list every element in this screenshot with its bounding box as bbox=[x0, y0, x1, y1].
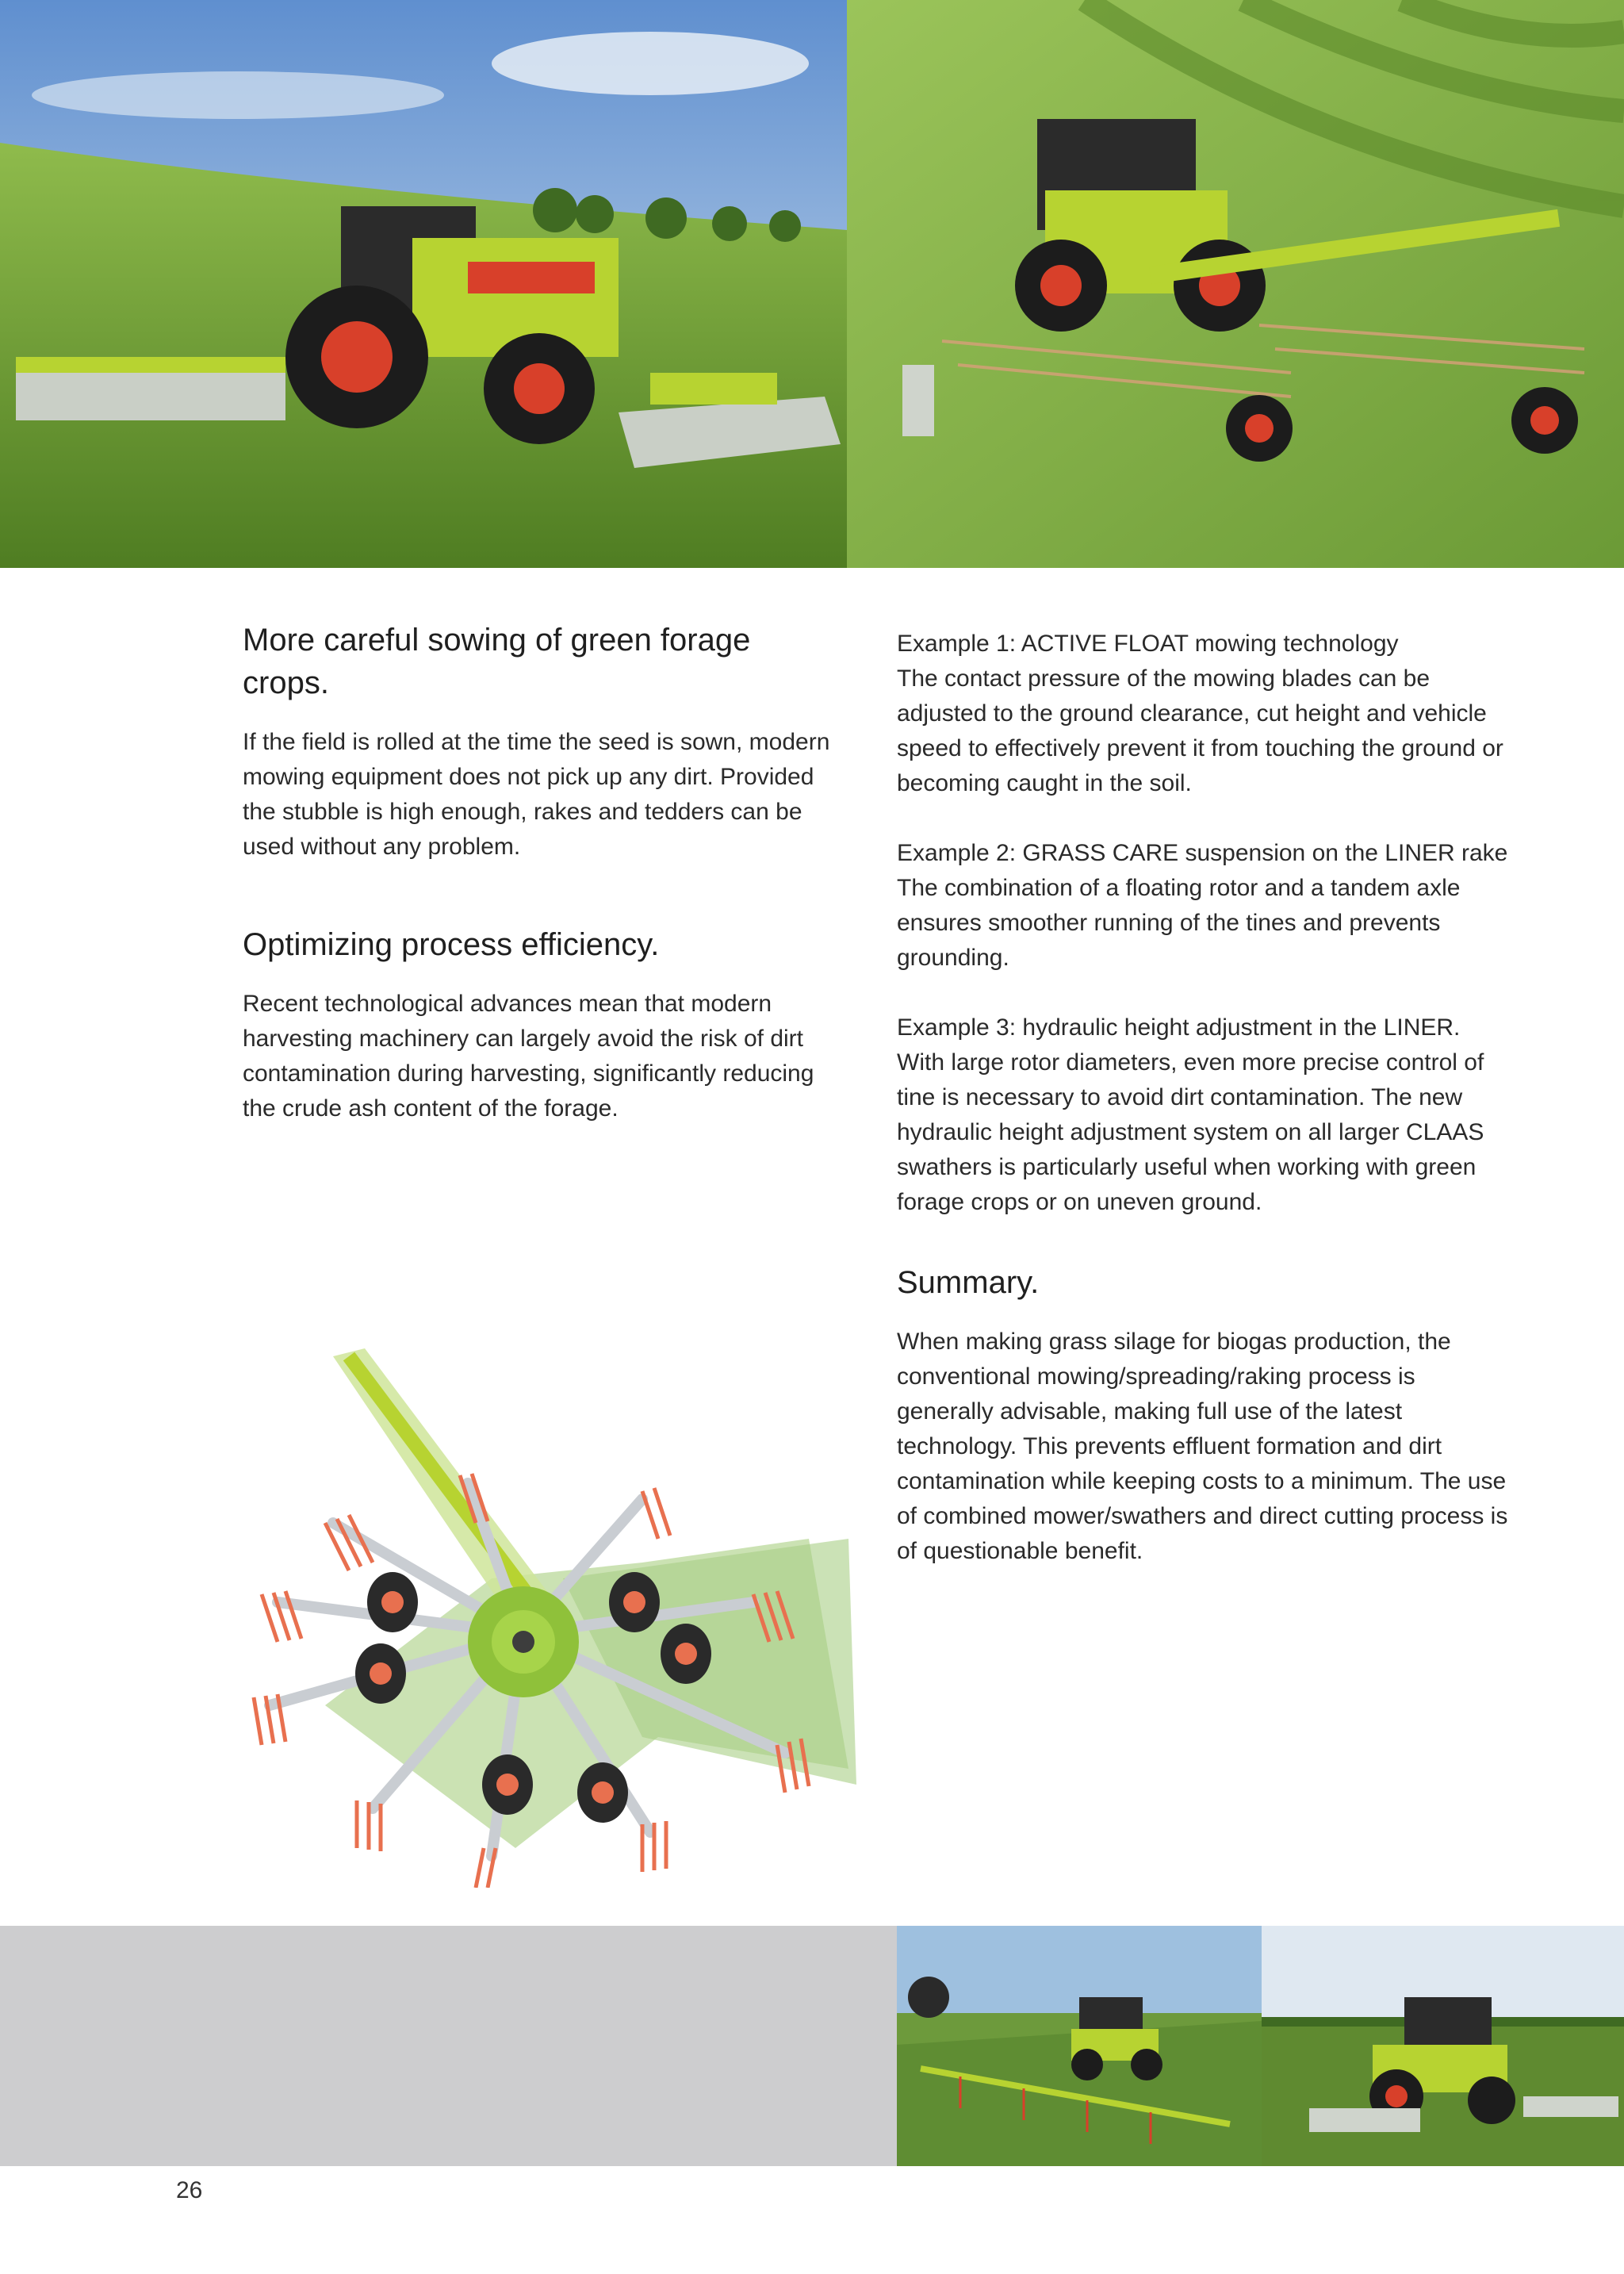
example-2-body: The combination of a floating rotor and a tandem axle ensures smoother running of the tines and prevents grounding. bbox=[897, 875, 1461, 971]
body-summary: When making grass silage for biogas production, the conventional mowing/spreading/raking process is generally advisable, making full use of the latest technology. This prevents effluent formation and dirt contamination while keeping costs to a minimum. The use of combined mower/swathers and direct cutting process is of questionable benefit. bbox=[897, 1329, 1508, 1564]
photo-tractor-mower bbox=[0, 0, 847, 568]
rake-illustration bbox=[230, 1340, 856, 1888]
photo-rake-tractor bbox=[847, 0, 1624, 568]
example-3-body: With large rotor diameters, even more precise control of tine is necessary to avoid dirt contamination. The new hydraulic height adjustment system on all larger CLAAS swathers is particularly useful when working with green forage crops or on uneven ground. bbox=[897, 1049, 1484, 1215]
heading-sowing: More careful sowing of green forage crops. bbox=[243, 623, 751, 700]
heading-summary: Summary. bbox=[897, 1265, 1040, 1300]
front-mower bbox=[16, 365, 285, 420]
photo-mower-field bbox=[1262, 1926, 1624, 2166]
example-2-title: Example 2: GRASS CARE suspension on the LINER rake bbox=[897, 840, 1508, 866]
example-1-body: The contact pressure of the mowing blades can be adjusted to the ground clearance, cut height and vehicle speed to effectively prevent it from touching the ground or becoming caught in the soil. bbox=[897, 665, 1503, 796]
example-3 bbox=[897, 1010, 1515, 1220]
body-sowing: If the field is rolled at the time the seed is sown, modern mowing equipment does not pick up any dirt. Provided the stubble is high enough, rakes and tedders can be used without any problem. bbox=[243, 729, 830, 860]
example-2 bbox=[897, 836, 1515, 976]
example-3-title: Example 3: hydraulic height adjustment in the LINER. bbox=[897, 1014, 1461, 1041]
body-efficiency: Recent technological advances mean that modern harvesting machinery can largely avoid the risk of dirt contamination during harvesting, significantly reducing the crude ash content of the forage. bbox=[243, 991, 814, 1122]
footer-gray-band bbox=[0, 1926, 897, 2166]
example-1-title: Example 1: ACTIVE FLOAT mowing technology bbox=[897, 631, 1399, 657]
example-1 bbox=[897, 627, 1515, 801]
heading-efficiency: Optimizing process efficiency. bbox=[243, 927, 660, 962]
page-number: 26 bbox=[176, 2177, 203, 2203]
left-column bbox=[243, 619, 853, 1126]
photo-tedder-tractor bbox=[897, 1926, 1262, 2166]
right-column bbox=[897, 627, 1515, 1569]
